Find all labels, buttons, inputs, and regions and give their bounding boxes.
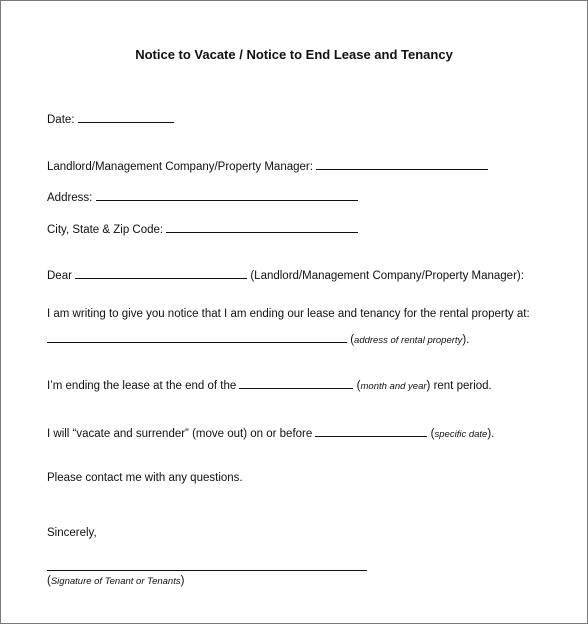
date-note-close: ).: [487, 428, 495, 440]
rental-address-note: address of rental property: [354, 335, 463, 346]
landlord-label: Landlord/Management Company/Property Manager:: [47, 161, 313, 173]
vacate-row: [47, 424, 494, 443]
signature-note-close: ): [180, 575, 185, 587]
date-row: [47, 110, 174, 128]
rental-address-note-open: (: [350, 334, 355, 346]
address-label: Address:: [47, 192, 93, 204]
address-row: [47, 188, 358, 206]
address-field[interactable]: [96, 188, 358, 201]
month-year-field[interactable]: [239, 376, 353, 389]
date-field[interactable]: [78, 110, 174, 123]
dear-suffix: (Landlord/Management Company/Property Manager):: [250, 270, 524, 282]
month-note-open: (: [356, 380, 361, 392]
dear-label: Dear: [47, 270, 72, 282]
ending-row: [47, 376, 492, 395]
signature-caption: [47, 573, 184, 590]
rental-address-row: [47, 330, 469, 349]
month-note: month and year: [360, 381, 427, 392]
ending-suffix: rent period.: [433, 380, 492, 392]
writing-paragraph: I am writing to give you notice that I am ending our lease and tenancy for the rental property at:: [47, 308, 530, 320]
city-label: City, State & Zip Code:: [47, 224, 164, 236]
rental-address-field[interactable]: [47, 330, 347, 343]
signature-note-open: (: [47, 575, 51, 587]
ending-prefix: I’m ending the lease at the end of the: [47, 380, 237, 392]
city-field[interactable]: [166, 220, 358, 233]
landlord-row: [47, 157, 488, 175]
closing-text: Sincerely,: [47, 527, 97, 539]
landlord-field[interactable]: [316, 157, 488, 170]
dear-row: [47, 266, 524, 284]
city-row: [47, 220, 358, 238]
month-note-close: ): [426, 380, 431, 392]
contact-text: Please contact me with any questions.: [47, 472, 243, 484]
date-note: specific date: [434, 429, 488, 440]
signature-note: Signature of Tenant or Tenants: [50, 576, 181, 587]
vacate-prefix: I will “vacate and surrender” (move out) on or before: [47, 428, 313, 440]
document-title: Notice to Vacate / Notice to End Lease and Tenancy: [135, 47, 453, 62]
signature-field[interactable]: [47, 570, 367, 571]
rental-address-note-close: ).: [462, 334, 470, 346]
date-note-open: (: [430, 428, 435, 440]
vacate-date-field[interactable]: [315, 424, 427, 437]
dear-field[interactable]: [75, 266, 247, 279]
date-label: Date:: [47, 114, 75, 126]
